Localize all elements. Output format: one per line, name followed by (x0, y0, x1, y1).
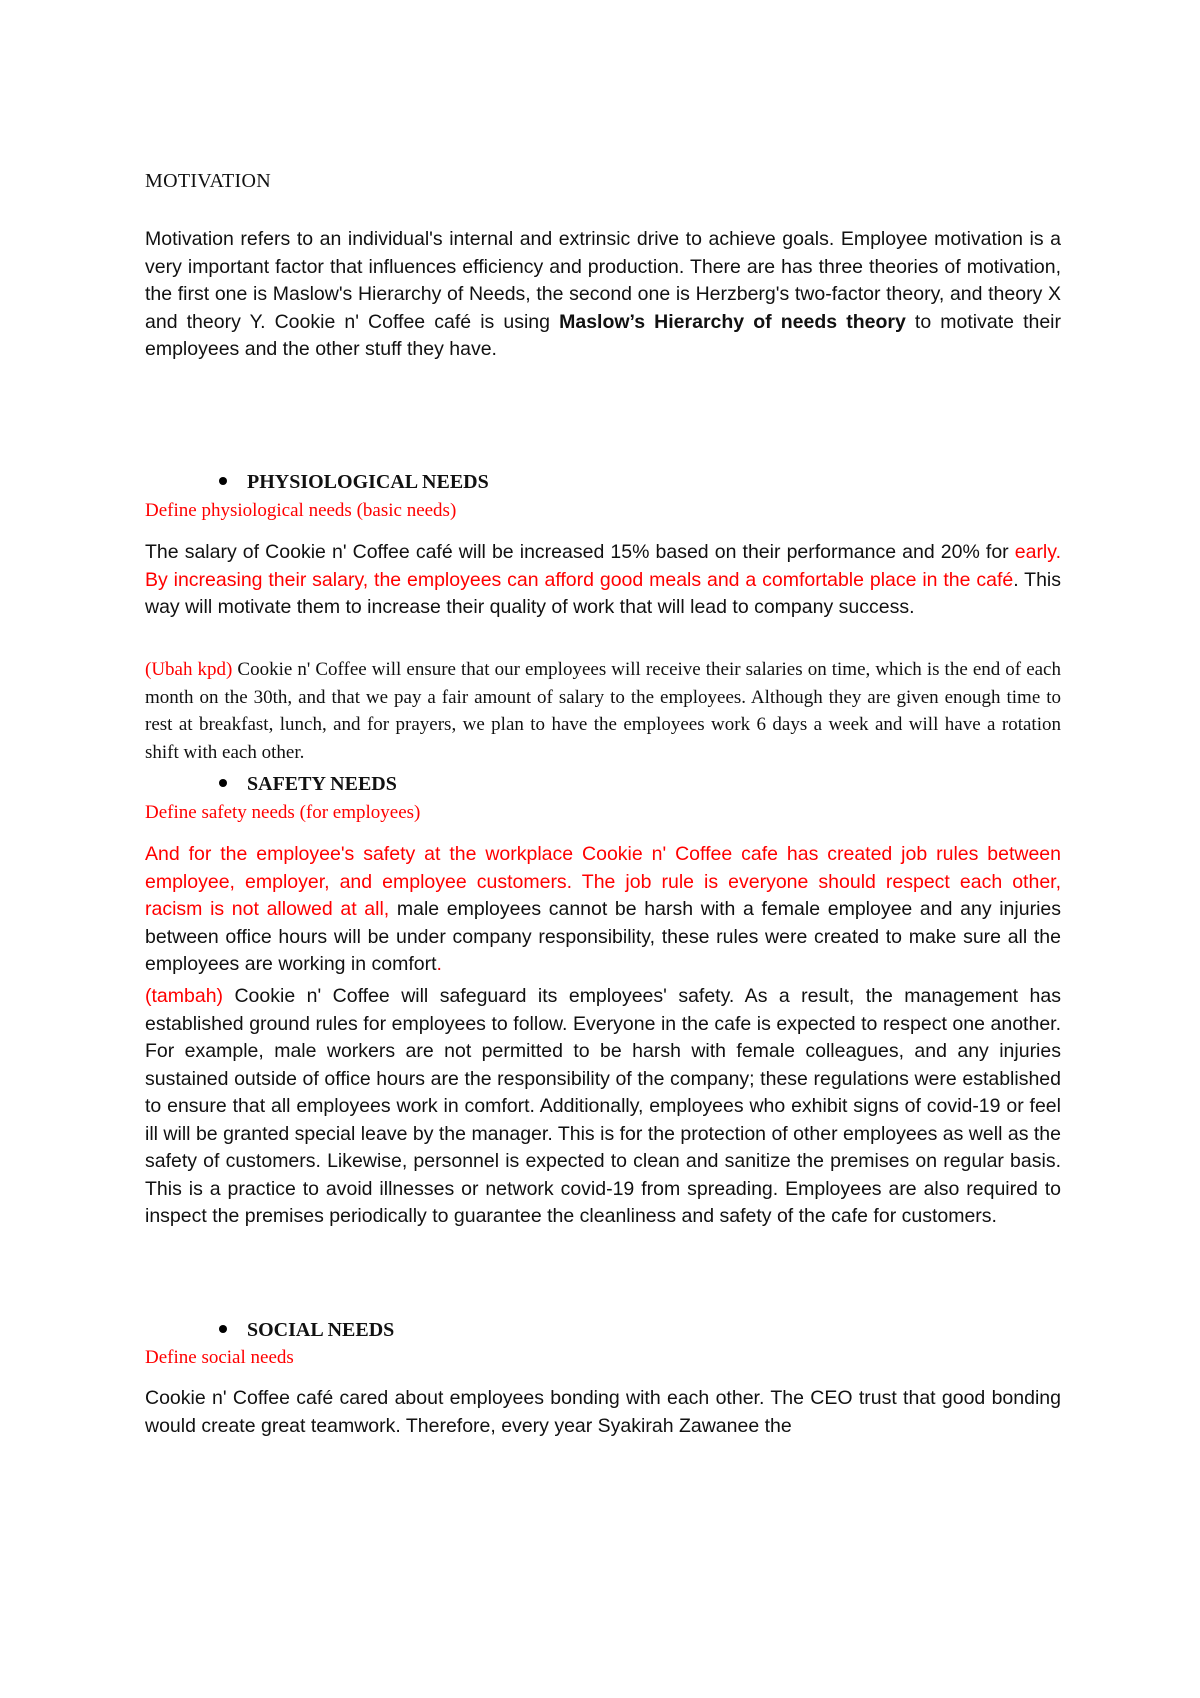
physiological-heading-label: PHYSIOLOGICAL NEEDS (247, 471, 489, 493)
bullet-icon (219, 779, 227, 787)
social-define: Define social needs (145, 1347, 294, 1368)
page-title: MOTIVATION (145, 170, 271, 192)
intro-text-end: to motivate their employees and the other stuff they have. (145, 310, 1062, 360)
bullet-icon (219, 477, 227, 485)
physiological-heading (145, 471, 489, 494)
safety-heading-label: SAFETY NEEDS (247, 773, 397, 795)
intro-paragraph (145, 226, 1061, 364)
social-paragraph-1 (145, 1385, 1061, 1440)
bullet-icon (219, 1325, 227, 1333)
safety-heading (145, 773, 397, 796)
physiological-p1-text: The salary of Cookie n' Coffee café will be increased 15% based on their performance and 20% for (145, 541, 1015, 563)
safety-p1-text: male employees cannot be harsh with a female employee and any injuries between office hours will be under company responsibility, these rules were created to make sure all the employees are working in comfort (145, 898, 1061, 975)
social-p1-text: Cookie n' Coffee café cared about employees bonding with each other. The CEO trust that good bonding would create great teamwork. Therefore, every year Syakirah Zawanee the (145, 1387, 1061, 1437)
safety-p2-note: (tambah) (145, 985, 224, 1007)
physiological-p1-red: early. By increasing their salary, the employees can afford good meals and a comfortable place in the café (145, 541, 1061, 591)
intro-bold-theory: Maslow’s Hierarchy of needs theory (559, 310, 906, 333)
safety-define: Define safety needs (for employees) (145, 802, 421, 823)
physiological-paragraph-1 (145, 539, 1061, 622)
safety-paragraph-2 (145, 983, 1061, 1231)
safety-p1-red-end: . (436, 953, 442, 975)
physiological-p1-text-end: . This way will motivate them to increase their quality of work that will lead to company success. (145, 568, 1061, 618)
physiological-paragraph-2 (145, 656, 1061, 766)
safety-p2-text: Cookie n' Coffee will safeguard its employees' safety. As a result, the management has established ground rules for employees to follow. Everyone in the cafe is expected to respect one another. For example, male workers are not permitted to be harsh with female colleagues, and any injuries sustained outside of office hours are the responsibility of the company; these regulations were established to ensure that all employees work in comfort. Additionally, employees who exhibit signs of covid-19 or feel ill will be granted special leave by the manager. This is for the protection of other employees as well as the safety of customers. Likewise, personnel is expected to clean and sanitize the premises on regular basis. This is a practice to avoid illnesses or network covid-19 from spreading. Employees are also required to inspect the premises periodically to guarantee the cleanliness and safety of the cafe for customers. (145, 985, 1061, 1227)
safety-p1-red: And for the employee's safety at the workplace Cookie n' Coffee cafe has created job rules between employee, employer, and employee customers. The job rule is everyone should respect each other, racism is not allowed at all, (145, 843, 1061, 920)
social-heading (145, 1319, 394, 1342)
physiological-p2-text: Cookie n' Coffee will ensure that our employees will receive their salaries on time, which is the end of each month on the 30th, and that we pay a fair amount of salary to the employees. Although they are given enough time to rest at breakfast, lunch, and for prayers, we plan to have the employees work 6 days a week and will have a rotation shift with each other. (145, 659, 1061, 763)
physiological-p2-note: (Ubah kpd) (145, 659, 233, 680)
social-heading-label: SOCIAL NEEDS (247, 1319, 395, 1341)
physiological-define: Define physiological needs (basic needs) (145, 500, 457, 521)
safety-paragraph-1 (145, 841, 1061, 979)
intro-text-start: Motivation refers to an individual's internal and extrinsic drive to achieve goals. Employee motivation is a very important factor that influences efficiency and production. There are has three theories of motivation, the first one is Maslow's Hierarchy of Needs, the second one is Herzberg's two-factor theory, and theory X and theory Y. Cookie n' Coffee café is using (145, 228, 1061, 333)
